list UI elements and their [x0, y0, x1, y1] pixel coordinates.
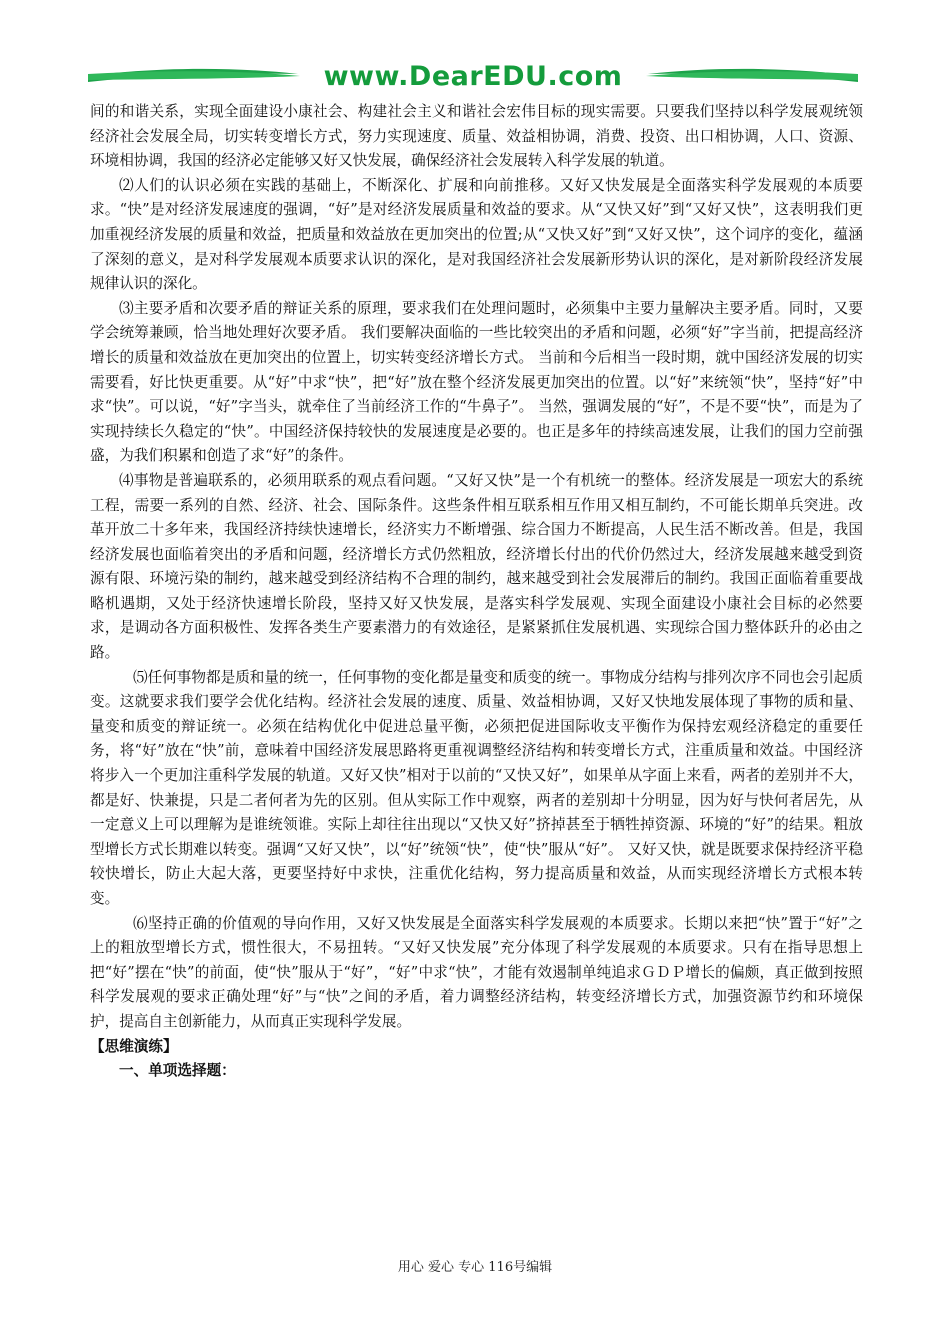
document-body [90, 100, 863, 1084]
question-type-heading: 一、单项选择题： [119, 1062, 236, 1080]
paragraph-point-5: ⑸任何事物都是质和量的统一，任何事物的变化都是量变和质变的统一。事物成分结构与排列次序不同也会引起质变。这就要求我们要学会优化结构。经济社会发展的速度、质量、效益相协调，又好又快地发展体现了事物的质和量、量变和质变的辩证统一。必须在结构优化中促进总量平衡，必须把促进国际收支平衡作为保持宏观经济稳定的重要任务，将“好”放在“快”前，意味着中国经济发展思路将更重视调整经济结构和转变增长方式，注重质量和效益。中国经济将步入一个更加注重科学发展的轨道。又好又快”相对于以前的“又快又好”，如果单从字面上来看，两者的差别并不大，都是好、快兼提，只是二者何者为先的区别。但从实际工作中观察，两者的差别却十分明显，因为好与快何者居先，从一定意义上可以理解为是谁统领谁。实际上却往往出现以“又快又好”挤掉甚至于牺牲掉资源、环境的“好”的结果。粗放型增长方式长期难以转变。强调“又好又快”，以“好”统领“快”，使“快”服从“好”。 又好又快，就是既要求保持经济平稳较快增长，防止大起大落，更要坚持好中求快，注重优化结构，努力提高质量和效益，从而实现经济增长方式根本转变。 [90, 668, 863, 907]
site-logo[interactable]: www.DearEDU.com [323, 61, 623, 92]
section-heading: 【思维演练】 [90, 1037, 178, 1055]
page-footer: 用心 爱心 专心 116号编辑 [397, 1260, 553, 1275]
paragraph-point-3: ⑶主要矛盾和次要矛盾的辩证关系的原理，要求我们在处理问题时，必须集中主要力量解决主要矛盾。同时，又要学会统筹兼顾，恰当地处理好次要矛盾。 我们要解决面临的一些比较突出的矛盾和问题，必须“好”字当前，把提高经济增长的质量和效益放在更加突出的位置上，切实转变经济增长方式。 当前和今后相当一段时期，就中国经济发展的切实需要看，好比快更重要。从“好”中求“快”，把“好”放在整个经济发展更加突出的位置。以“好”来统领“快”，坚持“好”中求“快”。可以说，“好”字当头，就牵住了当前经济工作的“牛鼻子”。 当然，强调发展的“好”，不是不要“快”，而是为了实现持续长久稳定的“快”。中国经济保持较快的发展速度是必要的。也正是多年的持续高速发展，让我们的国力空前强盛，为我们积累和创造了求“好”的条件。 [90, 299, 863, 465]
paragraph-point-4: ⑷事物是普遍联系的，必须用联系的观点看问题。“又好又快”是一个有机统一的整体。经济发展是一项宏大的系统工程，需要一系列的自然、经济、社会、国际条件。这些条件相互联系相互作用又相互制约，不可能长期单兵突进。改革开放二十多年来，我国经济持续快速增长，经济实力不断增强、综合国力不断提高，人民生活不断改善。但是，我国经济发展也面临着突出的矛盾和问题，经济增长方式仍然粗放，经济增长付出的代价仍然过大，经济发展越来越受到资源有限、环境污染的制约，越来越受到经济结构不合理的制约，越来越受到社会发展滞后的制约。我国正面临着重要战略机遇期，又处于经济快速增长阶段，坚持又好又快发展，是落实科学发展观、实现全面建设小康社会目标的必然要求，是调动各方面积极性、发挥各类生产要素潜力的有效途径，是紧紧抓住发展机遇、实现综合国力整体跃升的必由之路。 [90, 471, 863, 662]
site-header [88, 60, 858, 100]
paragraph-point-2: ⑵人们的认识必须在实践的基础上，不断深化、扩展和向前推移。又好又快发展是全面落实科学发展观的本质要求。“快”是对经济发展速度的强调，“好”是对经济发展质量和效益的要求。从“又快又好”到“又好又快”，这表明我们更加重视经济发展的质量和效益，把质量和效益放在更加突出的位置;从“又快又好”到“又好又快”，这个词序的变化，蕴涵了深刻的意义，是对科学发展观本质要求认识的深化，是对我国经济社会发展新形势认识的深化，是对新阶段经济发展规律认识的深化。 [90, 176, 863, 293]
paragraph-continued: 间的和谐关系，实现全面建设小康社会、构建社会主义和谐社会宏伟目标的现实需要。只要我们坚持以科学发展观统领经济社会发展全局，切实转变增长方式，努力实现速度、质量、效益相协调，消费、投资、出口相协调，人口、资源、环境相协调，我国的经济必定能够又好又快发展，确保经济社会发展转入科学发展的轨道。 [90, 103, 863, 170]
paragraph-point-6: ⑹坚持正确的价值观的导向作用，又好又快发展是全面落实科学发展观的本质要求。长期以来把“快”置于“好”之上的粗放型增长方式，惯性很大，不易扭转。“又好又快发展”充分体现了科学发展观的本质要求。只有在指导思想上把“好”摆在“快”的前面，使“快”服从于“好”，“好”中求“快”，才能有效遏制单纯追求ＧＤＰ增长的偏颇，真正做到按照科学发展观的要求正确处理“好”与“快”之间的矛盾，着力调整经济结构，转变经济增长方式，加强资源节约和环境保护，提高自主创新能力，从而真正实现科学发展。 [90, 914, 863, 1030]
